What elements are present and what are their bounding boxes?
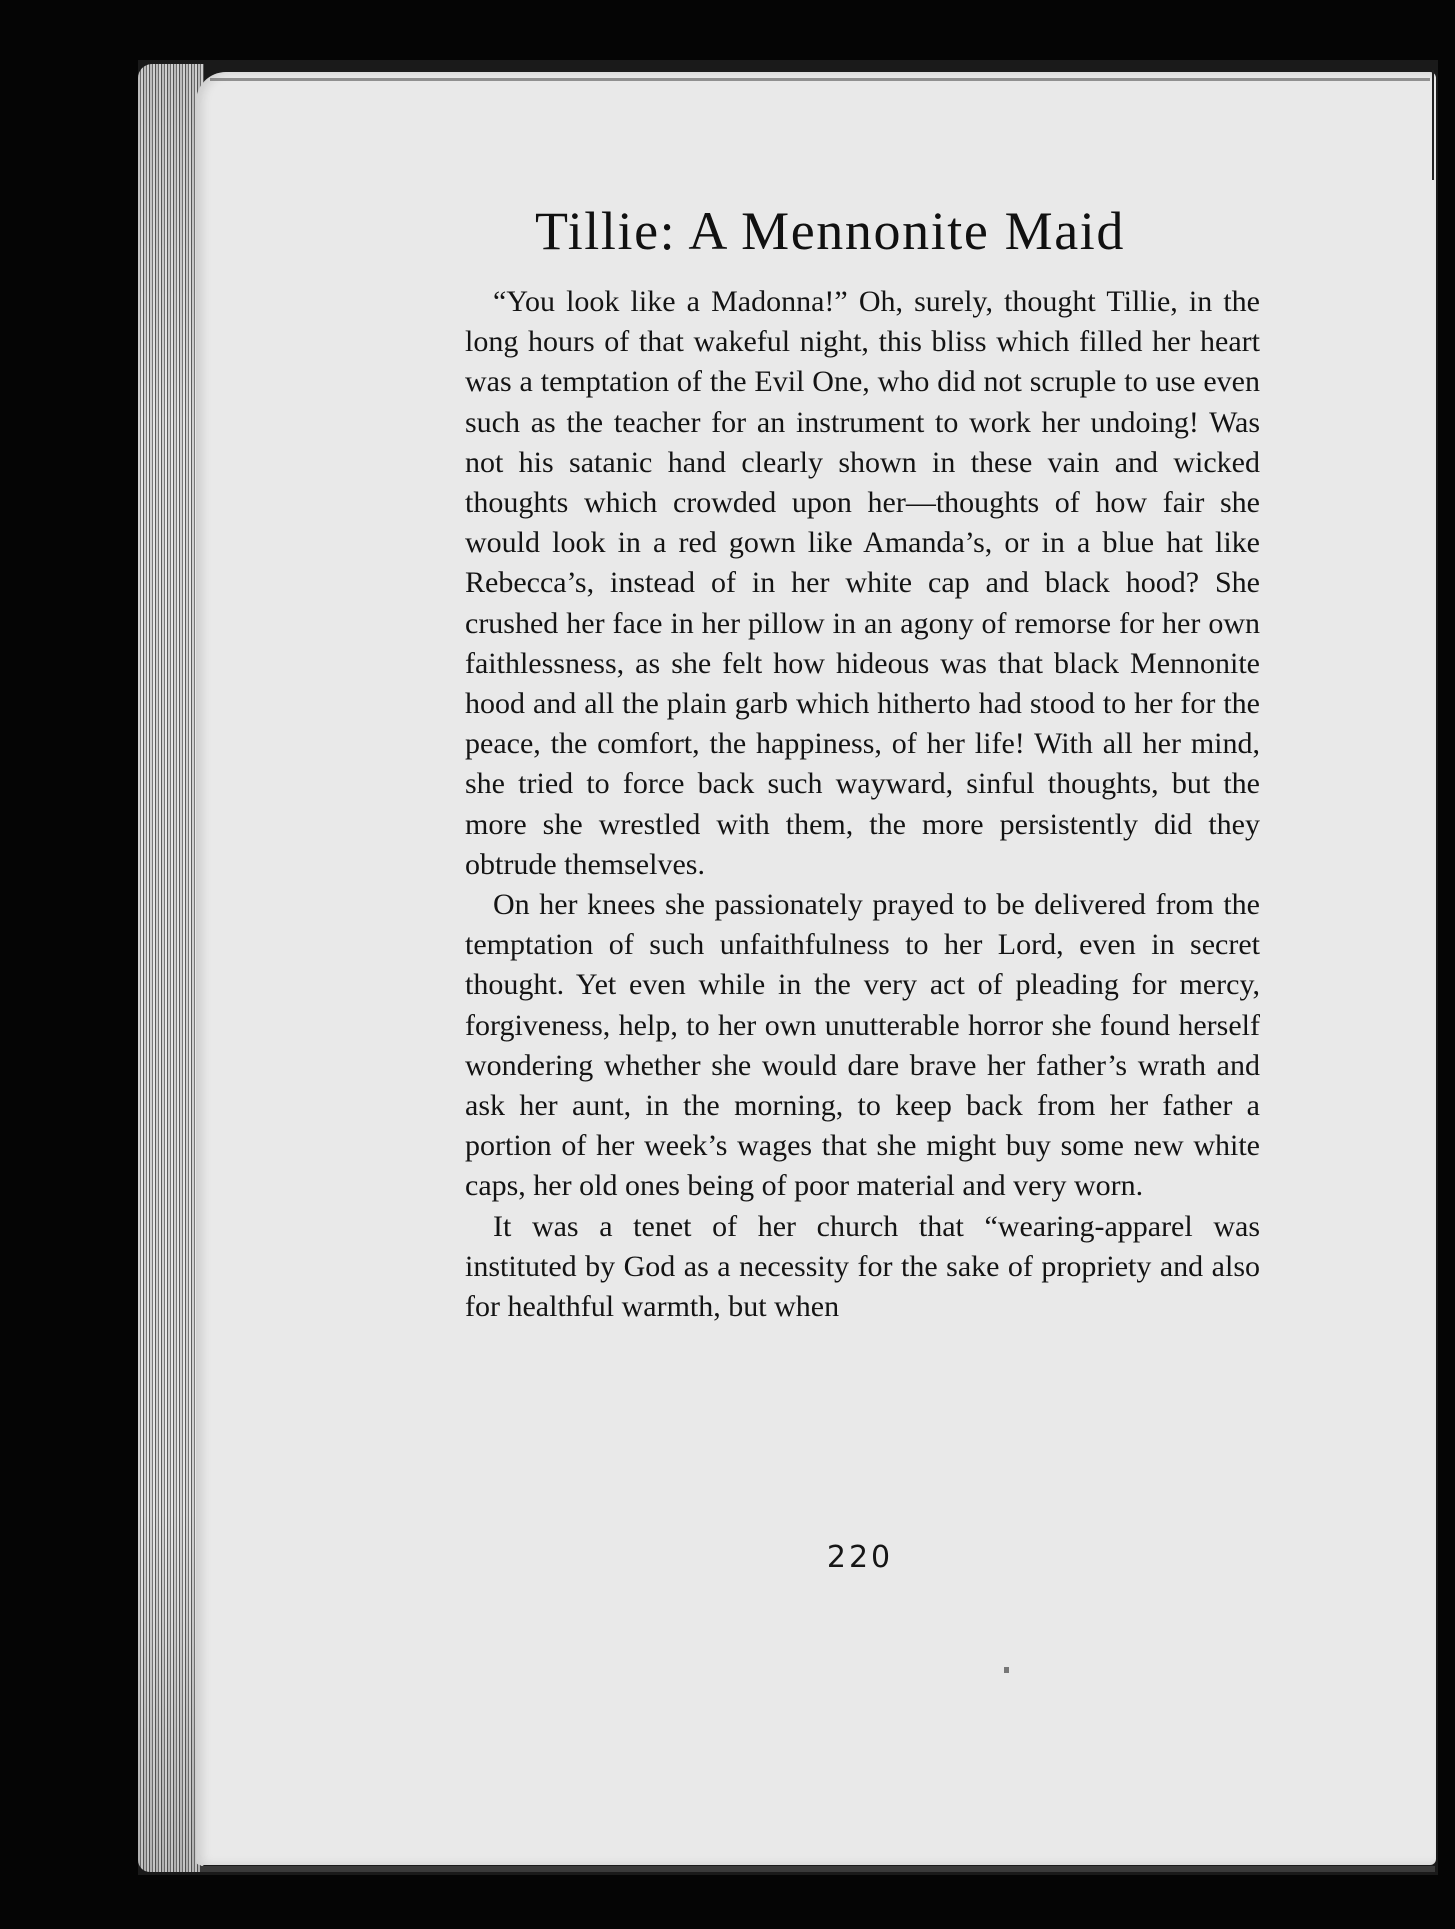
page-bottom-rule [200,1866,1435,1872]
paragraph: On her knees she passionately prayed to be delivered from the temptation of such unfaithfulness to her Lord, even in secret thought. Yet even while in the very act of pleading for mercy, forgiveness, help, to her own unutterable horror she found herself wondering whether she would dare brave her father’s wrath and ask her aunt, in the morning, to keep back from her father a portion of her week’s wages that she might buy some new white caps, her old ones being of poor material and very worn. [465,888,1260,1203]
paragraph: “You look like a Madonna!” Oh, surely, thought Tillie, in the long hours of that wakeful night, this bliss which filled her heart was a temptation of the Evil One, who did not scruple to use even such as the teacher for an instrument to work her undoing! Was not his satanic hand clearly shown in these vain and wicked thoughts which crowded upon her—thoughts of how fair she would look in a red gown like Amanda’s, or in a blue hat like Rebecca’s, instead of in her white cap and black hood? She crushed her face in her pillow in an agony of remorse for her own faithlessness, as she felt how hideous was that black Mennonite hood and all the plain garb which hitherto had stood to her for the peace, the comfort, the happiness, of her life! With all her mind, she tried to force back such wayward, sinful thoughts, but the more she wrestled with them, the more persistently did they obtrude themselves. [465,285,1260,881]
right-margin-rule [1432,70,1434,180]
body-text [465,282,1260,1327]
page-number: 220 [826,1540,894,1575]
paragraph: It was a tenet of her church that “wearing-apparel was instituted by God as a necessity for the sake of propriety and also for healthful warmth, but when [465,1209,1260,1324]
page-edges [138,64,204,1872]
page-speck [1004,1667,1009,1673]
page-top-rule [210,78,1430,81]
running-head: Tillie: A Mennonite Maid [535,201,1125,261]
